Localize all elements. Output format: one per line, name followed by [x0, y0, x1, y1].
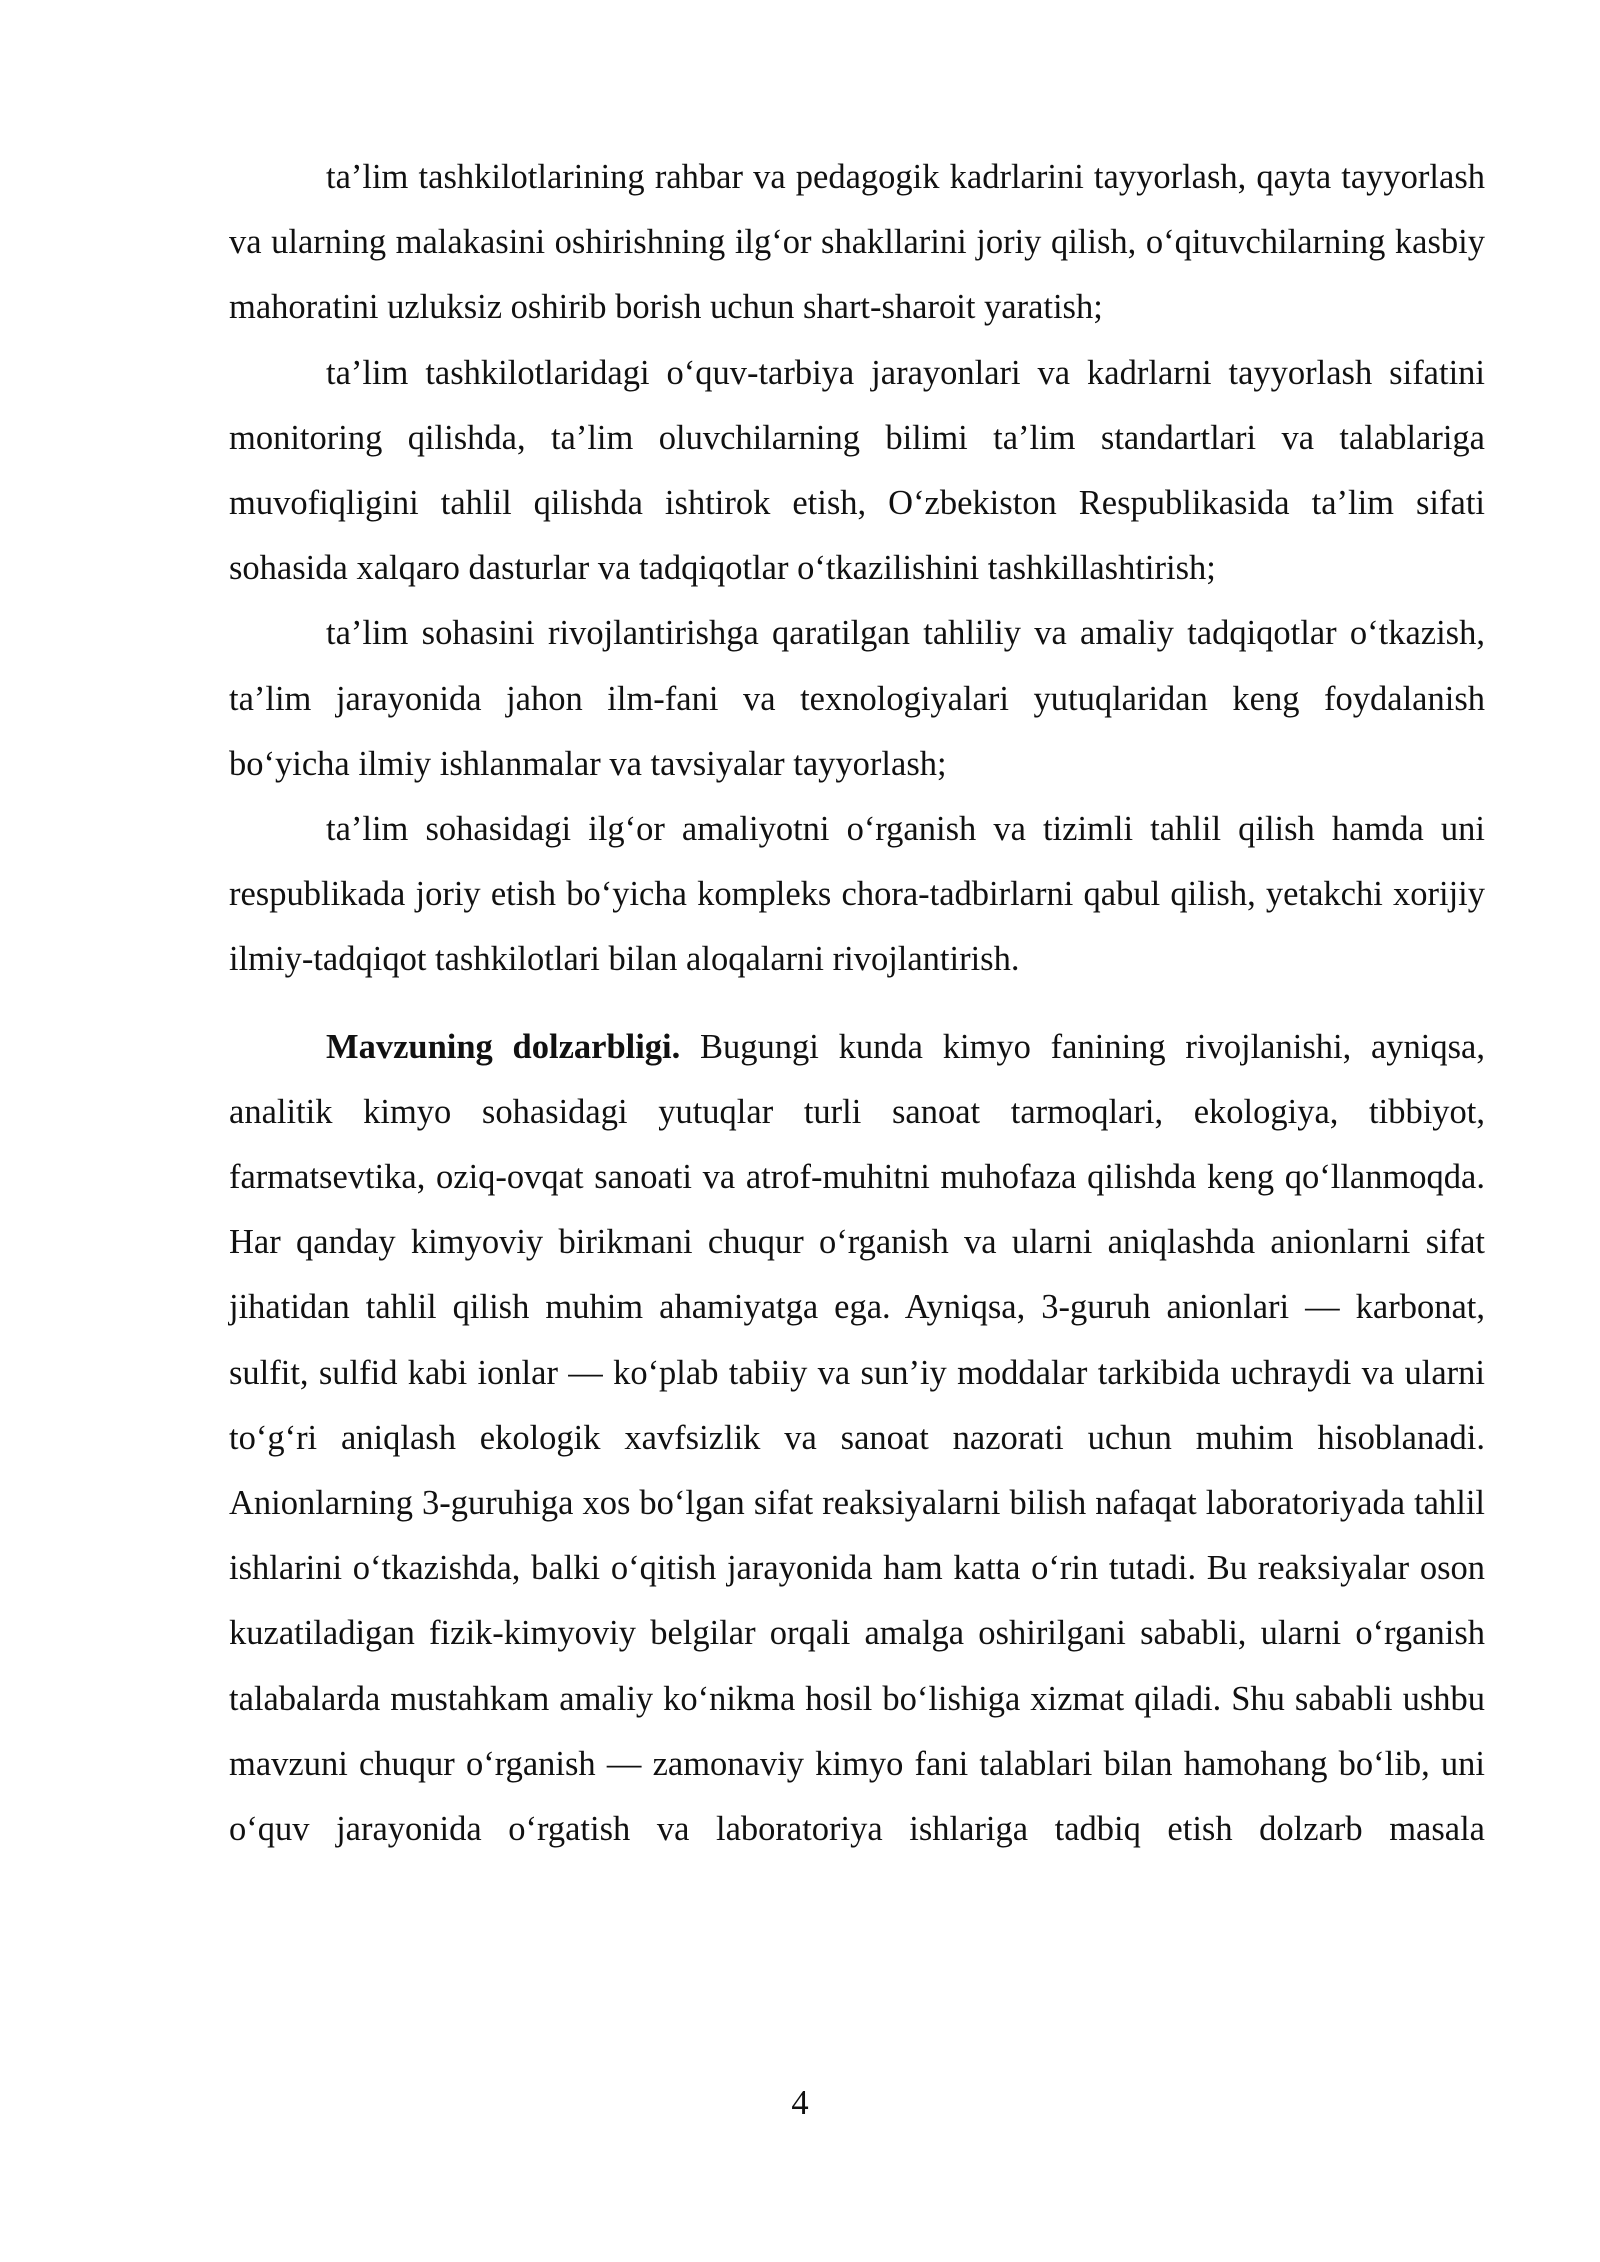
paragraph-1: ta’lim tashkilotlarining rahbar va pedagogik kadrlarini tayyorlash, qayta tayyorlash va ularning malakasini oshirishning ilg‘or shakllarini joriy qilish, o‘qituvchilarning kasbiy mahoratini uzluksiz oshirib borish uchun shart-sharoit yaratish; — [229, 158, 1485, 327]
relevance-heading: Mavzuning dolzarbligi. — [326, 1027, 681, 1066]
paragraph-2: ta’lim tashkilotlaridagi o‘quv-tarbiya jarayonlari va kadrlarni tayyorlash sifatini monitoring qilishda, ta’lim oluvchilarning bilimi ta’lim standartlari va talablariga muvofiqligini tahlil qilishda ishtirok etish, O‘zbekiston Respublikasida ta’lim sifati sohasida xalqaro dasturlar va tadqiqotlar o‘tkazilishini tashkillashtirish; — [229, 353, 1485, 588]
paragraph-4: ta’lim sohasidagi ilg‘or amaliyotni o‘rganish va tizimli tahlil qilish hamda uni respublikada joriy etish bo‘yicha kompleks chora-tadbirlarni qabul qilish, yetakchi xorijiy ilmiy-tadqiqot tashkilotlari bilan aloqalarni rivojlantirish. — [229, 810, 1485, 979]
relevance-text: Bugungi kunda kimyo fanining rivojlanishi, ayniqsa, analitik kimyo sohasidagi yutuqlar turli sanoat tarmoqlari, ekologiya, tibbiyot, farmatsevtika, oziq-ovqat sanoati va atrof-muhitni muhofaza qilishda keng qo‘llanmoqda. Har qanday kimyoviy birikmani chuqur o‘rganish va ularni aniqlashda anionlarni sifat jihatidan tahlil qilish muhim ahamiyatga ega. Ayniqsa, 3-guruh anionlari — karbonat, sulfit, sulfid kabi ionlar — ko‘plab tabiiy va sun’iy moddalar tarkibida uchraydi va ularni to‘g‘ri aniqlash ekologik xavfsizlik va sanoat nazorati uchun muhim hisoblanadi. Anionlarning 3-guruhiga xos bo‘lgan sifat reaksiyalarni bilish nafaqat laboratoriyada tahlil ishlarini o‘tkazishda, balki o‘qitish jarayonida ham katta o‘rin tutadi. Bu reaksiyalar oson kuzatiladigan fizik-kimyoviy belgilar orqali amalga oshirilgani sababli, ularni o‘rganish talabalarda mustahkam amaliy ko‘nikma hosil bo‘lishiga xizmat qiladi. Shu sababli ushbu mavzuni chuqur o‘rganish — zamonaviy kimyo fani talablari bilan hamohang bo‘lib, uni o‘quv jarayonida o‘rgatish va laboratoriya ishlariga tadbiq etish dolzarb masala — [229, 1027, 1485, 1849]
paragraph-3: ta’lim sohasini rivojlantirishga qaratilgan tahliliy va amaliy tadqiqotlar o‘tkazish, ta’lim jarayonida jahon ilm-fani va texnologiyalari yutuqlaridan keng foydalanish bo‘yicha ilmiy ishlanmalar va tavsiyalar tayyorlash; — [229, 614, 1485, 783]
page-number: 4 — [791, 2084, 809, 2122]
page-content — [229, 145, 1485, 1862]
relevance-paragraph — [229, 1015, 1485, 1863]
